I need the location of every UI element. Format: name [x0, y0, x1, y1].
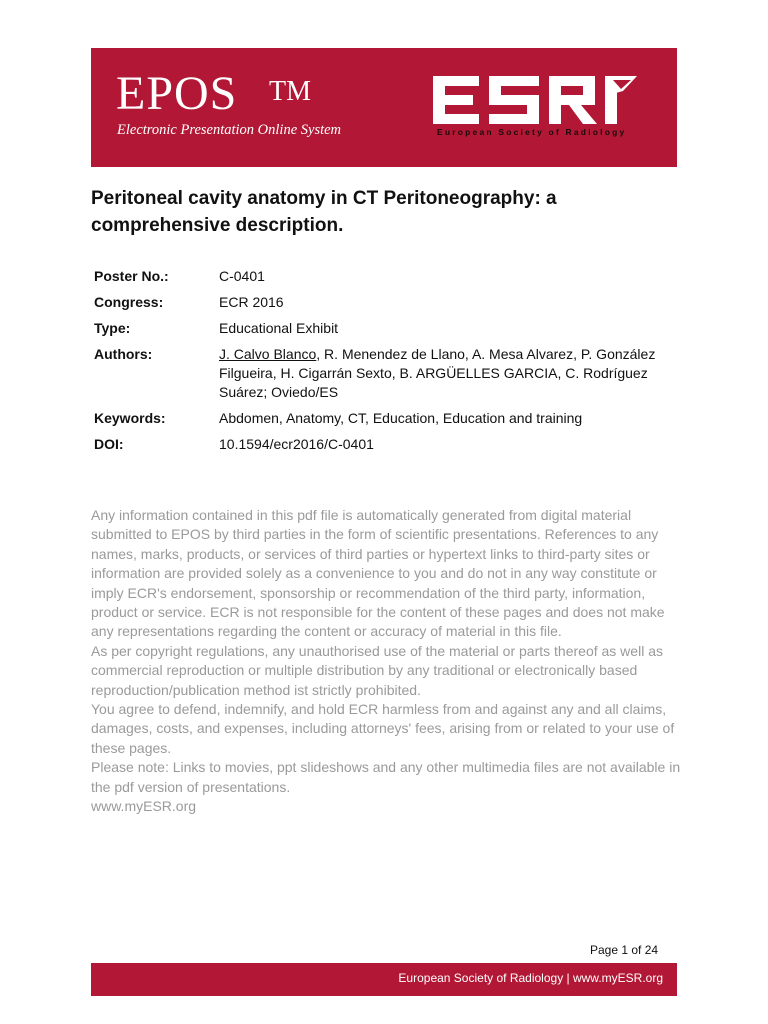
disclaimer-url: www.myESR.org	[91, 798, 197, 815]
meta-value: 10.1594/ecr2016/C-0401	[219, 436, 374, 452]
epos-trademark: TM	[269, 76, 311, 107]
header-banner	[91, 48, 677, 167]
meta-value: C-0401	[219, 268, 265, 284]
disclaimer-paragraph: As per copyright regulations, any unauthorised use of the material or parts thereof as well as commercial reproduction or multiple distribution by any traditional or electronically based reproduction/publication method ist strictly prohibited.	[91, 642, 663, 698]
other-authors: , R. Menendez de Llano, A. Mesa Alvarez, P. González Filgueira, H. Cigarrán Sexto, B. ARGÜELLES GARCIA, C. Rodríguez Suárez; Oviedo/ES	[219, 346, 656, 400]
meta-label: Authors:	[94, 346, 153, 362]
epos-logo-word: EPOS	[116, 67, 238, 120]
meta-value: Abdomen, Anatomy, CT, Education, Education and training	[219, 410, 583, 426]
meta-label: Congress:	[94, 294, 164, 310]
meta-label: Keywords:	[94, 410, 166, 426]
epos-subtitle: Electronic Presentation Online System	[117, 122, 342, 138]
meta-row-doi	[94, 435, 674, 454]
poster-metadata	[94, 267, 674, 461]
meta-row-congress	[94, 293, 674, 312]
first-author-link[interactable]: J. Calvo Blanco	[219, 346, 317, 362]
meta-value	[219, 345, 674, 402]
meta-value: Educational Exhibit	[219, 320, 339, 336]
meta-value: ECR 2016	[219, 294, 284, 310]
footer-banner	[91, 963, 677, 996]
footer-text: European Society of Radiology | www.myESR.org	[398, 971, 663, 985]
page-number: Page 1 of 24	[590, 943, 659, 957]
disclaimer-paragraph: You agree to defend, indemnify, and hold ECR harmless from and against any and all claims, damages, costs, and expenses, including attorneys' fees, arising from or related to your use of these pages.	[91, 701, 675, 756]
disclaimer	[91, 506, 681, 817]
poster-title: Peritoneal cavity anatomy in CT Peritoneography: a comprehensive description.	[91, 188, 557, 236]
esr-logo	[433, 76, 637, 124]
meta-row-authors	[94, 345, 674, 402]
meta-row-keywords	[94, 409, 674, 428]
meta-label: Poster No.:	[94, 268, 169, 284]
meta-label: Type:	[94, 320, 131, 336]
meta-row-type	[94, 319, 674, 338]
disclaimer-paragraph: Please note: Links to movies, ppt slideshows and any other multimedia files are not available in the pdf version of presentations.	[91, 759, 681, 795]
meta-label: DOI:	[94, 436, 124, 452]
disclaimer-paragraph: Any information contained in this pdf file is automatically generated from digital material submitted to EPOS by third parties in the form of scientific presentations. References to any names, marks, products, or services of third parties or hypertext links to third-party sites or information are provided solely as a convenience to you and do not in any way constitute or imply ECR's endorsement, sponsorship or recommendation of the third party, information, product or service. ECR is not responsible for the content of these pages and does not make any representations regarding the content or accuracy of material in this file.	[91, 507, 665, 640]
esr-subtitle: European Society of Radiology	[437, 127, 627, 137]
meta-row-poster-no	[94, 267, 674, 286]
